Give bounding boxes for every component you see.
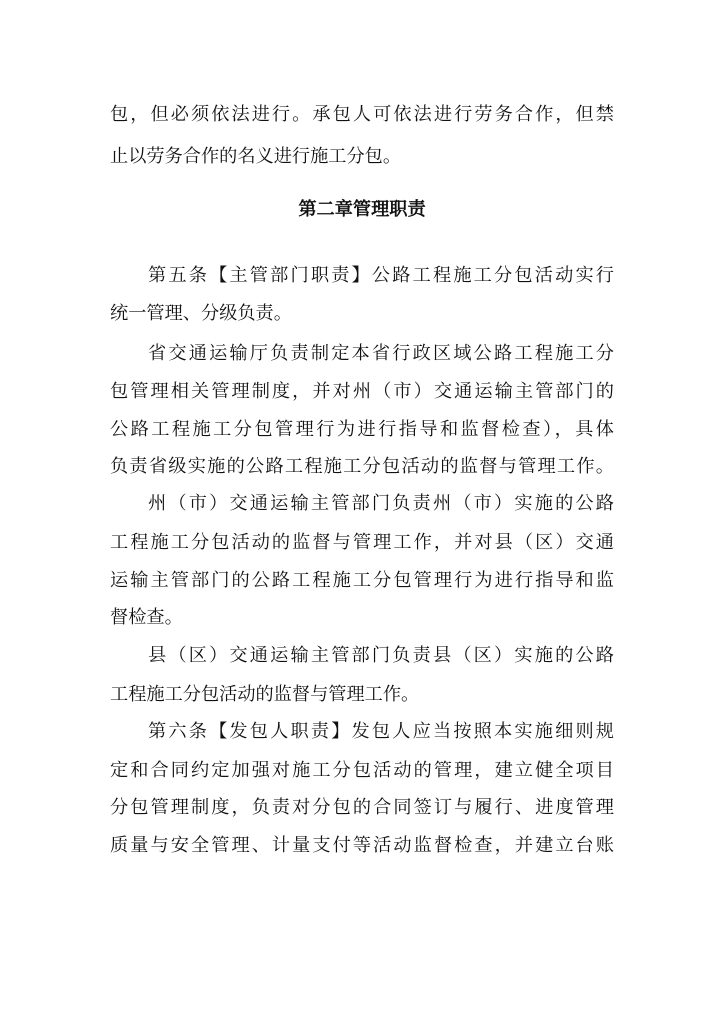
- text-line: 第五条【主管部门职责】公路工程施工分包活动实行: [148, 265, 614, 286]
- text-line: 质量与安全管理、计量支付等活动监督检查，并建立台账: [110, 835, 614, 856]
- text-line: 包，但必须依法进行。承包人可依法进行劳务合作，但禁: [110, 104, 614, 125]
- text-line: 止以劳务合作的名义进行施工分包。: [110, 146, 402, 167]
- text-line: 督检查。: [110, 607, 183, 628]
- text-line: 包管理相关管理制度，并对州（市）交通运输主管部门的: [110, 381, 614, 402]
- text-line: 县（区）交通运输主管部门负责县（区）实施的公路: [148, 645, 614, 666]
- text-line: 工程施工分包活动的监督与管理工作，并对县（区）交通: [110, 532, 614, 553]
- text-line: 工程施工分包活动的监督与管理工作。: [110, 684, 420, 705]
- text-line: 定和合同约定加强对施工分包活动的管理，建立健全项目: [110, 760, 614, 781]
- text-line: 州（市）交通运输主管部门负责州（市）实施的公路: [148, 493, 614, 514]
- text-line: 负责省级实施的公路工程施工分包活动的监督与管理工作。: [110, 456, 614, 477]
- text-line: 运输主管部门的公路工程施工分包管理行为进行指导和监: [110, 570, 614, 591]
- chapter-heading: 第二章管理职责: [298, 199, 426, 220]
- text-line: 省交通运输厅负责制定本省行政区域公路工程施工分: [148, 343, 614, 364]
- text-line: 分包管理制度，负责对分包的合同签订与履行、进度管理: [110, 797, 614, 818]
- text-line: 统一管理、分级负责。: [110, 303, 292, 324]
- text-line: 第六条【发包人职责】发包人应当按照本实施细则规: [148, 721, 614, 742]
- text-line: 公路工程施工分包管理行为进行指导和监督检查），具体: [110, 419, 614, 440]
